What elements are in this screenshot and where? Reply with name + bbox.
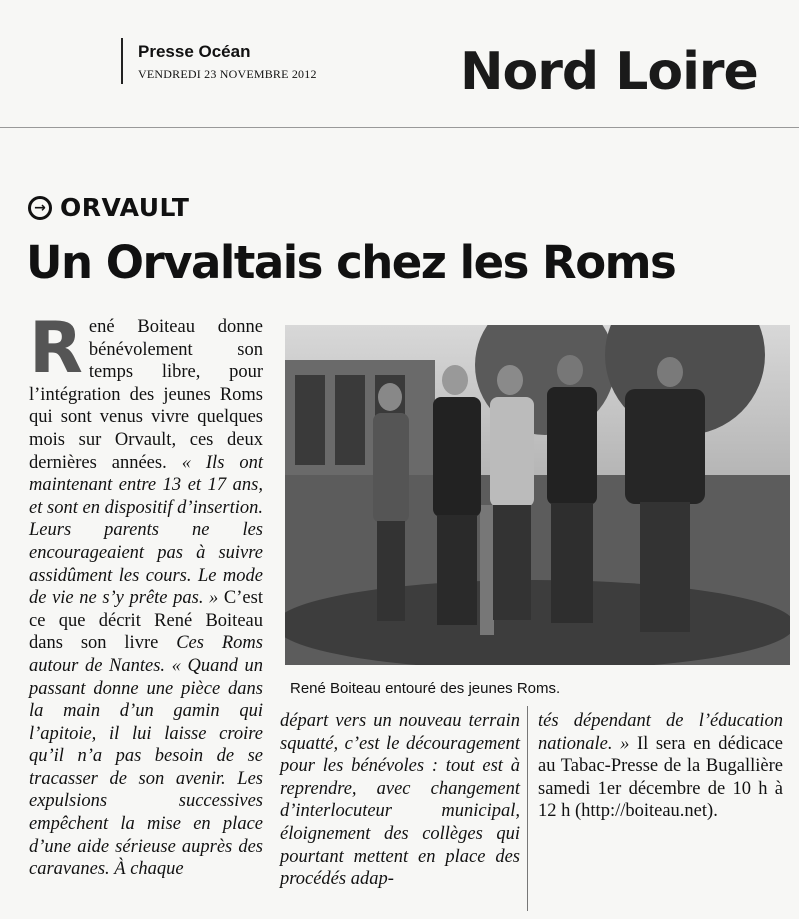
drop-cap: R — [29, 307, 83, 389]
section-title: Nord Loire — [460, 42, 758, 102]
header-divider — [121, 38, 123, 84]
article-photo — [285, 325, 790, 665]
col3-text: Il sera en dédicace au Tabac-Presse de la Bugallière samedi 1er décembre de 10 h à 12 h (http://boiteau.net). — [538, 733, 783, 822]
article-column-3 — [538, 710, 783, 823]
col1-seg-2: C’est ce que décrit René Boiteau dans son livre — [29, 588, 263, 654]
photo-illustration — [285, 325, 790, 665]
arrow-right-icon: → — [28, 196, 52, 220]
publication-name: Presse Océan — [138, 42, 251, 61]
headline: Un Orvaltais chez les Roms — [26, 236, 676, 289]
article-column-1 — [29, 307, 263, 881]
photo-caption: René Boiteau entouré des jeunes Roms. — [290, 680, 561, 697]
column-divider — [527, 706, 528, 911]
col1-seg-1: « Ils ont maintenant entre 13 et 17 ans, et sont en dispositif d’insertion. Leurs parents ne les encourageaient pas à suivre assidûment les cours. Le mode de vie ne s’y prête pas. » — [29, 452, 263, 609]
header-rule — [0, 127, 799, 128]
col3-italic: tés dépendant de l’éducation nationale. » — [538, 711, 783, 754]
publication-date: VENDREDI 23 NOVEMBRE 2012 — [138, 67, 317, 81]
kicker — [28, 193, 189, 222]
kicker-label: ORVAULT — [60, 193, 190, 222]
col1-seg-3: Ces Roms autour de Nantes. « Quand un passant donne une pièce dans la main d’un gamin qui l’apitoie, il lui laisse croire qu’il n’a pas besoin de se tracasser de son avenir. Les expulsions successives empêchent la mise en place d’une aide sérieuse auprès des caravanes. À chaque — [29, 633, 263, 880]
col1-seg-0: ené Boiteau donne bénévolement son temps libre, pour l’intégration des jeunes Roms qui sont venus vivre quelques mois sur Orvault, ces deux dernières années. — [29, 317, 263, 473]
col2-text: départ vers un nouveau terrain squatté, c’est le découragement pour les bénévoles : tout est à reprendre, avec changement d’interlocuteur municipal, éloignement des collèges qui pourtant mettent en place des procédés adap- — [280, 711, 520, 890]
article-column-2 — [280, 710, 520, 891]
